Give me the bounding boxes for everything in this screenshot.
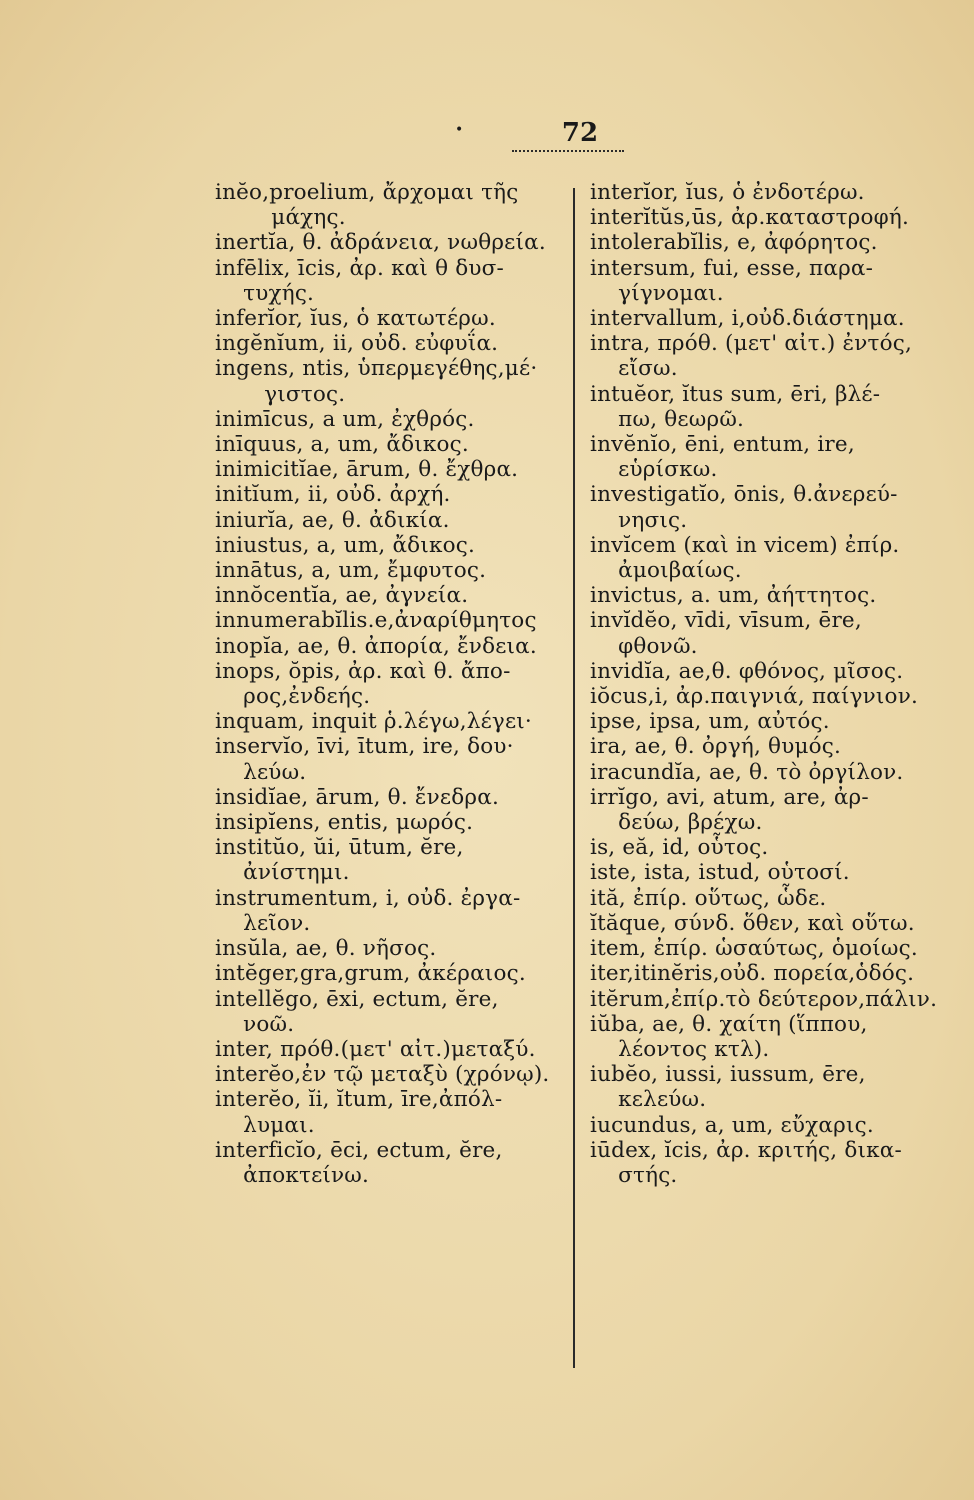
dictionary-entry [590, 835, 950, 860]
dictionary-entry [215, 432, 575, 457]
dictionary-entry [590, 1012, 950, 1062]
dictionary-entry [215, 331, 575, 356]
dictionary-entry [215, 230, 575, 255]
entry-text: iūdex, ĭcis, ἀρ. κριτής, δικα- στής. [590, 1137, 902, 1188]
entry-text: institŭo, ŭi, ūtum, ĕre, ἀνίστημι. [215, 835, 464, 886]
entry-text: inservĭo, īvi, ītum, ire, δου· λεύω. [215, 734, 514, 785]
entry-text: ĭtăque, σύνδ. ὅθεν, καὶ οὕτω. [590, 910, 915, 936]
dictionary-entry [590, 860, 950, 885]
dictionary-entry [215, 634, 575, 659]
dictionary-entry [590, 987, 950, 1012]
dictionary-entry [590, 760, 950, 785]
entry-text: initĭum, ii, οὐδ. ἀρχή. [215, 482, 451, 508]
entry-text: inquam, inquit ῥ.λέγω,λέγει· [215, 709, 532, 735]
entry-text: intervallum, i,οὐδ.διάστημα. [590, 306, 905, 332]
dictionary-entry [590, 583, 950, 608]
entry-text: interĕo,ἐν τῷ μεταξὺ (χρόνῳ). [215, 1062, 550, 1088]
dictionary-entry [215, 961, 575, 986]
entry-text: inimīcus, a um, ἐχθρός. [215, 406, 475, 432]
dictionary-entry [590, 608, 950, 658]
entry-text: inimicitĭae, ārum, θ. ἔχθρα. [215, 457, 519, 483]
page-number-rule [512, 150, 624, 152]
entry-text: interficĭo, ēci, ectum, ĕre, ἀποκτείνω. [215, 1137, 503, 1188]
entry-text: intolerabĭlis, e, ἀφόρητος. [590, 230, 878, 256]
dictionary-entry [215, 558, 575, 583]
entry-text: innŏcentĭa, ae, ἀγνεία. [215, 583, 469, 609]
entry-text: iucundus, a, um, εὔχαρις. [590, 1112, 874, 1138]
dictionary-entry [215, 583, 575, 608]
entry-text: item, ἐπίρ. ὡσαύτως, ὁμοίως. [590, 936, 918, 962]
entry-text: invĭdĕo, vīdi, vīsum, ēre, φθονῶ. [590, 608, 862, 659]
entry-text: insŭla, ae, θ. νῆσος. [215, 936, 437, 962]
dictionary-entry [590, 432, 950, 482]
entry-text: ipse, ipsa, um, αὐτός. [590, 709, 830, 735]
entry-text: invictus, a. um, ἀήττητος. [590, 583, 877, 609]
dictionary-entry [215, 180, 575, 230]
entry-text: intra, πρόθ. (μετ' αἰτ.) ἐντός, εἴσω. [590, 331, 913, 382]
dictionary-entry [590, 533, 950, 583]
entry-text: inferĭor, ĭus, ὁ κατωτέρω. [215, 306, 496, 332]
dictionary-entry [215, 1087, 575, 1137]
dictionary-entry [215, 659, 575, 709]
dictionary-entry [215, 936, 575, 961]
entry-text: itĕrum,ἐπίρ.τὸ δεύτερον,πάλιν. [590, 986, 938, 1012]
entry-text: insidĭae, ārum, θ. ἔνεδρα. [215, 784, 499, 810]
entry-text: intĕger,gra,grum, ἀκέραιος. [215, 961, 526, 987]
entry-text: inopĭa, ae, θ. ἀπορία, ἔνδεια. [215, 633, 537, 659]
left-column [215, 180, 575, 1188]
entry-text: invĭcem (καὶ in vicem) ἐπίρ. ἀμοιβαίως. [590, 532, 900, 584]
entry-text: infēlix, īcis, ἀρ. καὶ θ δυσ- τυχής. [215, 255, 505, 306]
dictionary-entry [590, 1138, 950, 1188]
right-column [590, 180, 950, 1188]
entry-text: interĕo, ĭi, ĭtum, īre,ἀπόλ- λυμαι. [215, 1087, 503, 1138]
dictionary-entry [215, 533, 575, 558]
entry-text: ită, ἐπίρ. οὕτως, ὧδε. [590, 885, 827, 911]
dictionary-entry [215, 457, 575, 482]
column-divider [573, 188, 575, 1368]
page-number: 72 [561, 118, 599, 148]
entry-text: interĭtŭs,ūs, ἀρ.καταστροφή. [590, 205, 910, 231]
dictionary-entry [215, 1138, 575, 1188]
dictionary-entry [215, 886, 575, 936]
entry-text: intersum, fui, esse, παρα- γίγνομαι. [590, 255, 874, 306]
entry-text: iŭba, ae, θ. χαίτη (ἵππου, λέοντος κτλ). [590, 1011, 868, 1062]
dictionary-entry [215, 734, 575, 784]
dictionary-entry [590, 785, 950, 835]
dictionary-entry [590, 482, 950, 532]
entry-text: interĭor, ĭus, ὁ ἐνδοτέρω. [590, 180, 865, 205]
dictionary-entry [590, 230, 950, 255]
entry-text: iniustus, a, um, ἄδικος. [215, 532, 476, 558]
dictionary-entry [215, 508, 575, 533]
stray-mark: • [455, 122, 464, 138]
entry-text: inīquus, a, um, ἄδικος. [215, 432, 469, 458]
entry-text: iter,itinĕris,οὐδ. πορεία,ὁδός. [590, 961, 915, 987]
dictionary-entry [590, 734, 950, 759]
entry-text: ingĕnĭum, ii, οὐδ. εὐφυΐα. [215, 331, 499, 357]
dictionary-entry [590, 659, 950, 684]
entry-text: iubĕo, iussi, iussum, ēre, κελεύω. [590, 1062, 866, 1113]
entry-text: inter, πρόθ.(μετ' αἰτ.)μεταξύ. [215, 1036, 536, 1062]
entry-text: inĕo,proelium, ἄρχομαι τῆς μάχης. [215, 180, 519, 231]
dictionary-entry [215, 608, 575, 633]
dictionary-entry [215, 709, 575, 734]
entry-text: irrĭgo, avi, atum, are, ἀρ- δεύω, βρέχω. [590, 784, 869, 836]
entry-text: iniurĭa, ae, θ. ἀδικία. [215, 507, 450, 533]
dictionary-entry [215, 356, 575, 406]
dictionary-entry [215, 482, 575, 507]
entry-text: insipĭens, entis, μωρός. [215, 810, 474, 836]
dictionary-entry [590, 256, 950, 306]
dictionary-entry [215, 1062, 575, 1087]
dictionary-entry [590, 936, 950, 961]
dictionary-entry [590, 382, 950, 432]
entry-text: invĕnĭo, ēni, entum, ire, εὑρίσκω. [590, 432, 855, 483]
dictionary-entry [215, 306, 575, 331]
dictionary-entry [215, 987, 575, 1037]
dictionary-entry [590, 306, 950, 331]
dictionary-entry [215, 1037, 575, 1062]
entry-text: iracundĭa, ae, θ. τὸ ὀργίλον. [590, 759, 904, 785]
entry-text: investigatĭo, ōnis, θ.ἀνερεύ- νησις. [590, 482, 898, 533]
entry-text: inertĭa, θ. ἀδράνεια, νωθρεία. [215, 230, 546, 256]
dictionary-entry [215, 835, 575, 885]
entry-text: ira, ae, θ. ὀργή, θυμός. [590, 734, 842, 760]
dictionary-entry [590, 180, 950, 205]
dictionary-entry [590, 205, 950, 230]
entry-text: inops, ŏpis, ἀρ. καὶ θ. ἄπο- ρος,ἐνδεής. [215, 658, 511, 710]
dictionary-entry [590, 911, 950, 936]
entry-text: intellĕgo, ēxi, ectum, ĕre, νοῶ. [215, 986, 499, 1037]
dictionary-entry [590, 886, 950, 911]
entry-text: instrumentum, i, οὐδ. ἐργα- λεῖον. [215, 885, 521, 936]
dictionary-entry [590, 684, 950, 709]
dictionary-entry [590, 709, 950, 734]
dictionary-entry [215, 810, 575, 835]
dictionary-entry [590, 961, 950, 986]
entry-text: innātus, a, um, ἔμφυτος. [215, 558, 487, 584]
entry-text: is, eă, id, οὗτος. [590, 835, 769, 861]
dictionary-entry [590, 1113, 950, 1138]
entry-text: ingens, ntis, ὑπερμεγέθης,μέ· γιστος. [215, 356, 538, 407]
dictionary-entry [215, 407, 575, 432]
entry-text: iŏcus,i, ἀρ.παιγνιά, παίγνιον. [590, 684, 919, 710]
entry-text: invidĭa, ae,θ. φθόνος, μῖσος. [590, 658, 904, 684]
dictionary-entry [215, 785, 575, 810]
dictionary-entry [590, 1062, 950, 1112]
dictionary-entry [590, 331, 950, 381]
entry-text: iste, ista, istud, οὑτοσί. [590, 860, 850, 886]
entry-text: innumerabĭlis.e,ἀναρίθμητος [215, 608, 537, 634]
entry-text: intuĕor, ĭtus sum, ēri, βλέ- πω, θεωρῶ. [590, 381, 881, 432]
dictionary-entry [215, 256, 575, 306]
